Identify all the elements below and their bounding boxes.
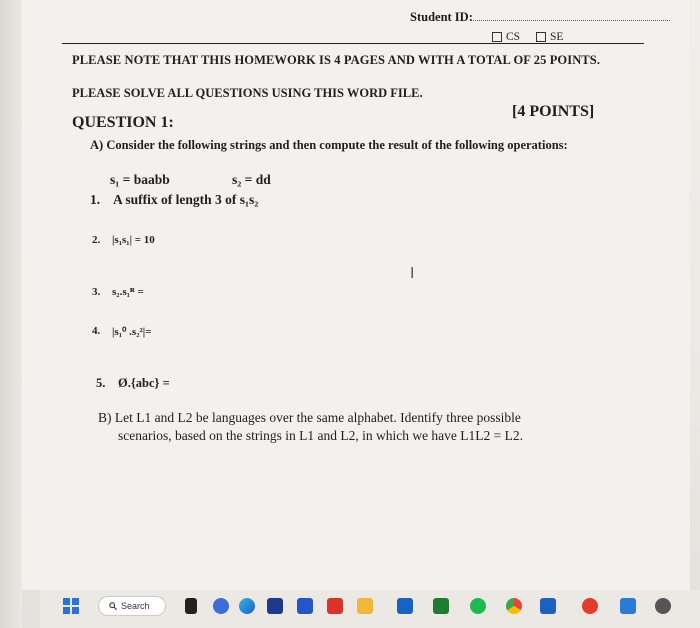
item-1-number: 1. <box>90 192 101 207</box>
chat-icon[interactable] <box>213 598 229 614</box>
item-4-number: 4. <box>92 325 101 337</box>
checkbox-icon[interactable] <box>536 32 546 42</box>
windows-icon[interactable] <box>63 598 79 614</box>
item-4-text: |s₁⁰ .s₂²|= <box>112 326 152 338</box>
s1-definition: s₁ = baabb <box>110 172 170 187</box>
item-3-text: s₂.s₁ᴿ = <box>112 286 144 298</box>
settings-icon[interactable] <box>655 598 671 614</box>
item-2-number: 2. <box>92 234 101 246</box>
spotify-icon[interactable] <box>470 598 486 614</box>
red-app-icon[interactable] <box>327 598 343 614</box>
page-shadow <box>0 0 22 628</box>
item-3-number: 3. <box>92 286 101 298</box>
part-b-line-2: scenarios, based on the strings in L1 and L2, in which we have L1L2 = L2. <box>118 428 524 443</box>
student-id-label: Student ID: <box>410 10 473 24</box>
question-points: [4 POINTS] <box>512 103 595 120</box>
folder-icon[interactable] <box>357 598 373 614</box>
vscode-icon[interactable] <box>620 598 636 614</box>
item-5-number: 5. <box>96 376 106 390</box>
xbox-icon[interactable] <box>433 598 449 614</box>
part-b-line-1: B) Let L1 and L2 be languages over the same alphabet. Identify three possible <box>98 410 521 425</box>
part-a-instruction: A) Consider the following strings and then compute the result of the following operations: <box>90 138 568 152</box>
record-icon[interactable] <box>582 598 598 614</box>
media-icon[interactable] <box>297 598 313 614</box>
se-label: SE <box>550 31 564 43</box>
checkbox-icon[interactable] <box>492 32 502 42</box>
cs-label: CS <box>506 31 521 43</box>
student-id-field[interactable] <box>470 20 670 21</box>
chrome-icon[interactable] <box>506 598 522 614</box>
search-label: Search <box>121 601 150 611</box>
s2-definition: s₂ = dd <box>232 172 271 187</box>
item-2-text: |s₁s₁| = 10 <box>112 234 155 246</box>
se-checkbox[interactable] <box>536 31 563 43</box>
header-divider <box>62 43 644 44</box>
text-cursor-icon: I <box>410 264 415 282</box>
search-box[interactable] <box>98 596 166 616</box>
solve-instruction: PLEASE SOLVE ALL QUESTIONS USING THIS WORD FILE. <box>72 86 423 100</box>
search-icon <box>109 602 117 610</box>
item-1-text: A suffix of length 3 of s₁s₂ <box>113 192 259 207</box>
outlook-icon[interactable] <box>397 598 413 614</box>
store-icon[interactable] <box>267 598 283 614</box>
edge-icon[interactable] <box>239 598 255 614</box>
task-view-icon[interactable] <box>185 598 197 614</box>
homework-note: PLEASE NOTE THAT THIS HOMEWORK IS 4 PAGES AND WITH A TOTAL OF 25 POINTS. <box>72 53 601 67</box>
question-title: QUESTION 1: <box>72 114 174 131</box>
word-icon[interactable] <box>540 598 556 614</box>
cs-checkbox[interactable] <box>492 31 520 43</box>
item-5-text: Ø.{abc} = <box>118 376 170 390</box>
